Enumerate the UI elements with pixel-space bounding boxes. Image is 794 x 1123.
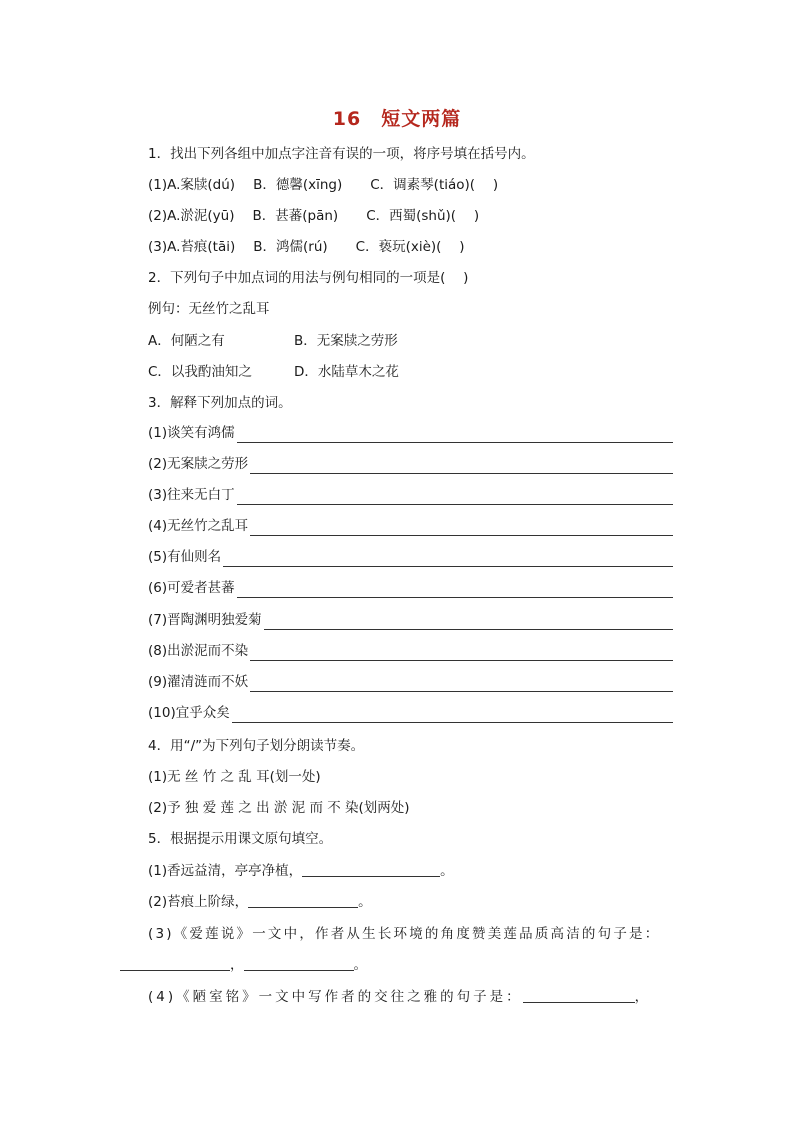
answer-line[interactable]: [244, 956, 354, 971]
question-3-item-8: (8)出淤泥而不染: [148, 641, 673, 661]
question-2-stem: 2．下列句子中加点词的用法与例句相同的一项是( ): [148, 270, 469, 286]
question-4-sentence-1: (1)无 丝 竹 之 乱 耳(划一处): [148, 769, 321, 785]
answer-line[interactable]: [264, 614, 673, 630]
question-3-item-10: (10)宜乎众矣: [148, 703, 673, 723]
question-2-options-row-1: A．何陋之有 B．无案牍之劳形: [148, 333, 398, 349]
question-5-part-1: (1)香远益清，亭亭净植， 。: [148, 863, 454, 879]
answer-line[interactable]: [237, 427, 673, 443]
question-3-item-5: (5)有仙则名: [148, 547, 673, 567]
question-2-example: 例句：无丝竹之乱耳: [148, 301, 270, 317]
answer-line[interactable]: [232, 707, 673, 723]
answer-line[interactable]: [120, 956, 230, 971]
question-4-stem: 4．用“/”为下列句子划分朗读节奏。: [148, 738, 365, 754]
question-1-stem: 1．找出下列各组中加点字注音有误的一项，将序号填在括号内。: [148, 146, 535, 162]
answer-line[interactable]: [302, 862, 440, 877]
question-1-row-1: (1)A.案牍(dú) B．德馨(xīng) C．调素琴(tiáo)( ): [148, 177, 499, 193]
answer-line[interactable]: [250, 458, 673, 474]
question-3-item-4: (4)无丝竹之乱耳: [148, 516, 673, 536]
question-5-part-3: (3)《爱莲说》一文中，作者从生长环境的角度赞美莲品质高洁的句子是：: [148, 926, 661, 942]
answer-line[interactable]: [237, 582, 673, 598]
question-3-item-1: (1)谈笑有鸿儒: [148, 423, 673, 443]
question-1-row-3: (3)A.苔痕(tāi) B．鸿儒(rú) C．亵玩(xiè)( ): [148, 239, 465, 255]
answer-line[interactable]: [250, 520, 673, 536]
question-3-item-9: (9)濯清涟而不妖: [148, 672, 673, 692]
answer-line[interactable]: [250, 645, 673, 661]
question-3-item-6: (6)可爱者甚蕃: [148, 578, 673, 598]
answer-line[interactable]: [523, 988, 635, 1003]
question-3-stem: 3．解释下列加点的词。: [148, 395, 292, 411]
answer-line[interactable]: [237, 489, 673, 505]
question-1-row-2: (2)A.淤泥(yū) B．甚蕃(pān) C．西蜀(shǔ)( ): [148, 208, 480, 224]
question-3-item-3: (3)往来无白丁: [148, 485, 673, 505]
question-5-part-2: (2)苔痕上阶绿， 。: [148, 894, 372, 910]
question-4-sentence-2: (2)予 独 爱 莲 之 出 淤 泥 而 不 染(划两处): [148, 800, 410, 816]
answer-line[interactable]: [250, 676, 673, 692]
question-5-part-3-answers: ， 。: [120, 955, 367, 975]
question-3-item-7: (7)晋陶渊明独爱菊: [148, 610, 673, 630]
question-5-stem: 5．根据提示用课文原句填空。: [148, 831, 333, 847]
answer-line[interactable]: [223, 551, 673, 567]
question-5-part-4: (4)《陋室铭》一文中写作者的交往之雅的句子是： ，: [148, 989, 649, 1005]
question-2-options-row-2: C．以我酌油知之 D．水陆草木之花: [148, 364, 399, 380]
page-title: 16 短文两篇: [332, 108, 462, 130]
question-3-item-2: (2)无案牍之劳形: [148, 454, 673, 474]
answer-line[interactable]: [248, 893, 358, 908]
